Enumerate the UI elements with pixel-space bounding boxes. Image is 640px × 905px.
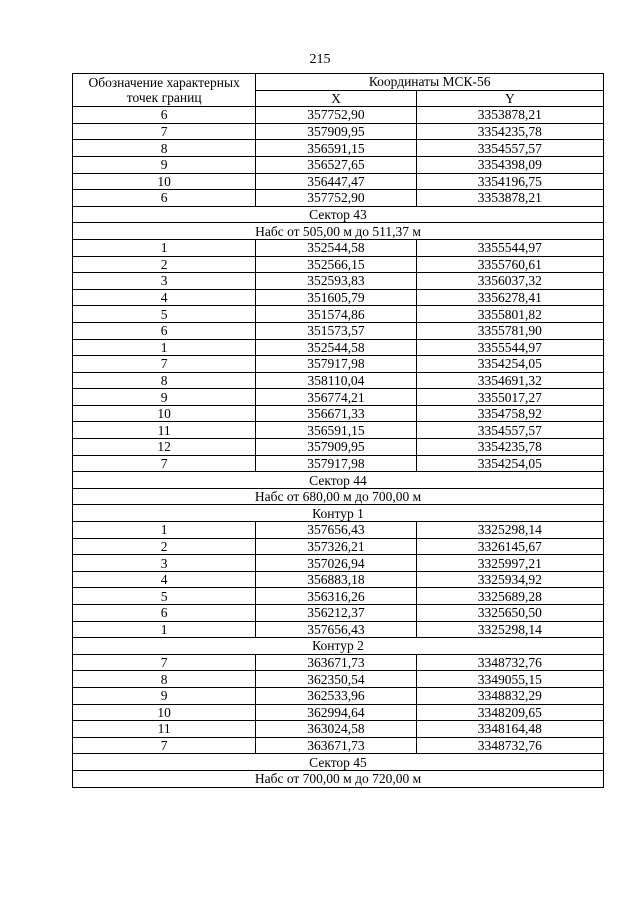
y-coordinate-cell: 3348832,29 xyxy=(416,687,603,704)
x-coordinate-cell: 356774,21 xyxy=(256,389,416,406)
coordinates-column-header: Координаты МСК-56 xyxy=(256,74,604,91)
x-coordinate-cell: 356212,37 xyxy=(256,605,416,622)
x-coordinate-cell: 357917,98 xyxy=(256,356,416,373)
table-row xyxy=(73,555,604,572)
point-id-cell: 9 xyxy=(73,389,256,406)
table-row xyxy=(73,704,604,721)
points-column-header: Обозначение характерных точек границ xyxy=(73,74,256,107)
section-title: Набс от 700,00 м до 720,00 м xyxy=(73,770,604,787)
point-id-cell: 6 xyxy=(73,322,256,339)
table-row xyxy=(73,405,604,422)
y-coordinate-cell: 3349055,15 xyxy=(416,671,603,688)
x-coordinate-cell: 356671,33 xyxy=(256,405,416,422)
x-coordinate-cell: 356591,15 xyxy=(256,140,416,157)
y-coordinate-cell: 3348732,76 xyxy=(416,737,603,754)
x-coordinate-cell: 351574,86 xyxy=(256,306,416,323)
x-coordinate-cell: 357326,21 xyxy=(256,538,416,555)
table-row xyxy=(73,190,604,207)
x-coordinate-cell: 352544,58 xyxy=(256,339,416,356)
y-coordinate-cell: 3355781,90 xyxy=(416,322,603,339)
point-id-cell: 7 xyxy=(73,654,256,671)
x-coordinate-cell: 356316,26 xyxy=(256,588,416,605)
section-row xyxy=(73,505,604,522)
x-coordinate-cell: 357909,95 xyxy=(256,123,416,140)
y-coordinate-cell: 3354398,09 xyxy=(416,156,603,173)
y-coordinate-cell: 3348164,48 xyxy=(416,721,603,738)
y-coordinate-cell: 3354557,57 xyxy=(416,422,603,439)
point-id-cell: 7 xyxy=(73,123,256,140)
point-id-cell: 5 xyxy=(73,306,256,323)
x-coordinate-cell: 363671,73 xyxy=(256,737,416,754)
point-id-cell: 1 xyxy=(73,239,256,256)
table-row xyxy=(73,654,604,671)
table-row xyxy=(73,737,604,754)
section-title: Контур 1 xyxy=(73,505,604,522)
table-row xyxy=(73,439,604,456)
x-coordinate-cell: 363671,73 xyxy=(256,654,416,671)
section-row xyxy=(73,206,604,223)
y-coordinate-cell: 3355017,27 xyxy=(416,389,603,406)
table-row xyxy=(73,339,604,356)
table-row xyxy=(73,455,604,472)
y-coordinate-cell: 3356037,32 xyxy=(416,273,603,290)
y-coordinate-cell: 3325298,14 xyxy=(416,522,603,539)
y-coordinate-cell: 3348732,76 xyxy=(416,654,603,671)
table-row xyxy=(73,239,604,256)
section-row xyxy=(73,223,604,240)
x-coordinate-cell: 356883,18 xyxy=(256,571,416,588)
section-title: Сектор 43 xyxy=(73,206,604,223)
x-coordinate-cell: 357656,43 xyxy=(256,621,416,638)
point-id-cell: 7 xyxy=(73,737,256,754)
table-row xyxy=(73,140,604,157)
y-coordinate-cell: 3325934,92 xyxy=(416,571,603,588)
y-coordinate-cell: 3353878,21 xyxy=(416,107,603,124)
point-id-cell: 3 xyxy=(73,273,256,290)
point-id-cell: 1 xyxy=(73,522,256,539)
section-row xyxy=(73,754,604,771)
y-coordinate-cell: 3354557,57 xyxy=(416,140,603,157)
table-row xyxy=(73,173,604,190)
point-id-cell: 2 xyxy=(73,538,256,555)
page-number: 215 xyxy=(309,52,331,67)
y-coordinate-cell: 3326145,67 xyxy=(416,538,603,555)
x-coordinate-cell: 352544,58 xyxy=(256,239,416,256)
table-row xyxy=(73,306,604,323)
point-id-cell: 10 xyxy=(73,173,256,190)
table-row xyxy=(73,107,604,124)
point-id-cell: 8 xyxy=(73,140,256,157)
table-row xyxy=(73,621,604,638)
point-id-cell: 8 xyxy=(73,671,256,688)
table-row xyxy=(73,322,604,339)
table-row xyxy=(73,605,604,622)
y-coordinate-cell: 3325997,21 xyxy=(416,555,603,572)
table-row xyxy=(73,422,604,439)
x-coordinate-cell: 357917,98 xyxy=(256,455,416,472)
table-row xyxy=(73,522,604,539)
table-row xyxy=(73,721,604,738)
y-coordinate-cell: 3355544,97 xyxy=(416,339,603,356)
point-id-cell: 11 xyxy=(73,721,256,738)
y-coordinate-cell: 3356278,41 xyxy=(416,289,603,306)
point-id-cell: 1 xyxy=(73,339,256,356)
table-row xyxy=(73,588,604,605)
x-coordinate-cell: 352593,83 xyxy=(256,273,416,290)
point-id-cell: 6 xyxy=(73,605,256,622)
x-coordinate-cell: 356447,47 xyxy=(256,173,416,190)
x-coordinate-cell: 351573,57 xyxy=(256,322,416,339)
x-coordinate-cell: 357656,43 xyxy=(256,522,416,539)
y-coordinate-cell: 3354235,78 xyxy=(416,123,603,140)
section-title: Набс от 505,00 м до 511,37 м xyxy=(73,223,604,240)
table-row xyxy=(73,156,604,173)
x-coordinate-cell: 357752,90 xyxy=(256,190,416,207)
point-id-cell: 6 xyxy=(73,190,256,207)
y-coordinate-cell: 3325689,28 xyxy=(416,588,603,605)
point-id-cell: 3 xyxy=(73,555,256,572)
y-coordinate-cell: 3354758,92 xyxy=(416,405,603,422)
table-body xyxy=(73,107,604,787)
section-row xyxy=(73,770,604,787)
table-row xyxy=(73,571,604,588)
point-id-cell: 1 xyxy=(73,621,256,638)
table-row xyxy=(73,289,604,306)
y-coordinate-cell: 3355801,82 xyxy=(416,306,603,323)
y-coordinate-cell: 3325650,50 xyxy=(416,605,603,622)
section-title: Контур 2 xyxy=(73,638,604,655)
point-id-cell: 11 xyxy=(73,422,256,439)
point-id-cell: 9 xyxy=(73,687,256,704)
section-row xyxy=(73,638,604,655)
point-id-cell: 4 xyxy=(73,289,256,306)
point-id-cell: 8 xyxy=(73,372,256,389)
coordinates-table xyxy=(72,73,604,788)
y-column-header: Y xyxy=(416,90,603,107)
table-row xyxy=(73,389,604,406)
section-title: Сектор 45 xyxy=(73,754,604,771)
y-coordinate-cell: 3354254,05 xyxy=(416,356,603,373)
x-coordinate-cell: 351605,79 xyxy=(256,289,416,306)
section-title: Набс от 680,00 м до 700,00 м xyxy=(73,488,604,505)
point-id-cell: 9 xyxy=(73,156,256,173)
x-coordinate-cell: 357026,94 xyxy=(256,555,416,572)
point-id-cell: 6 xyxy=(73,107,256,124)
table-row xyxy=(73,687,604,704)
point-id-cell: 7 xyxy=(73,455,256,472)
section-row xyxy=(73,472,604,489)
table-row xyxy=(73,538,604,555)
x-coordinate-cell: 363024,58 xyxy=(256,721,416,738)
x-coordinate-cell: 352566,15 xyxy=(256,256,416,273)
x-coordinate-cell: 357909,95 xyxy=(256,439,416,456)
y-coordinate-cell: 3348209,65 xyxy=(416,704,603,721)
table-row xyxy=(73,273,604,290)
point-id-cell: 4 xyxy=(73,571,256,588)
table-header xyxy=(73,74,604,107)
x-coordinate-cell: 356527,65 xyxy=(256,156,416,173)
table-row xyxy=(73,356,604,373)
x-coordinate-cell: 357752,90 xyxy=(256,107,416,124)
x-coordinate-cell: 362350,54 xyxy=(256,671,416,688)
point-id-cell: 5 xyxy=(73,588,256,605)
y-coordinate-cell: 3354196,75 xyxy=(416,173,603,190)
y-coordinate-cell: 3355544,97 xyxy=(416,239,603,256)
section-title: Сектор 44 xyxy=(73,472,604,489)
x-coordinate-cell: 356591,15 xyxy=(256,422,416,439)
x-coordinate-cell: 362994,64 xyxy=(256,704,416,721)
y-coordinate-cell: 3353878,21 xyxy=(416,190,603,207)
point-id-cell: 2 xyxy=(73,256,256,273)
table-row xyxy=(73,256,604,273)
point-id-cell: 10 xyxy=(73,704,256,721)
y-coordinate-cell: 3355760,61 xyxy=(416,256,603,273)
point-id-cell: 12 xyxy=(73,439,256,456)
point-id-cell: 10 xyxy=(73,405,256,422)
table-row xyxy=(73,671,604,688)
x-coordinate-cell: 362533,96 xyxy=(256,687,416,704)
y-coordinate-cell: 3354691,32 xyxy=(416,372,603,389)
table-row xyxy=(73,372,604,389)
x-column-header: X xyxy=(256,90,416,107)
y-coordinate-cell: 3354235,78 xyxy=(416,439,603,456)
y-coordinate-cell: 3325298,14 xyxy=(416,621,603,638)
table-row xyxy=(73,123,604,140)
point-id-cell: 7 xyxy=(73,356,256,373)
section-row xyxy=(73,488,604,505)
x-coordinate-cell: 358110,04 xyxy=(256,372,416,389)
y-coordinate-cell: 3354254,05 xyxy=(416,455,603,472)
